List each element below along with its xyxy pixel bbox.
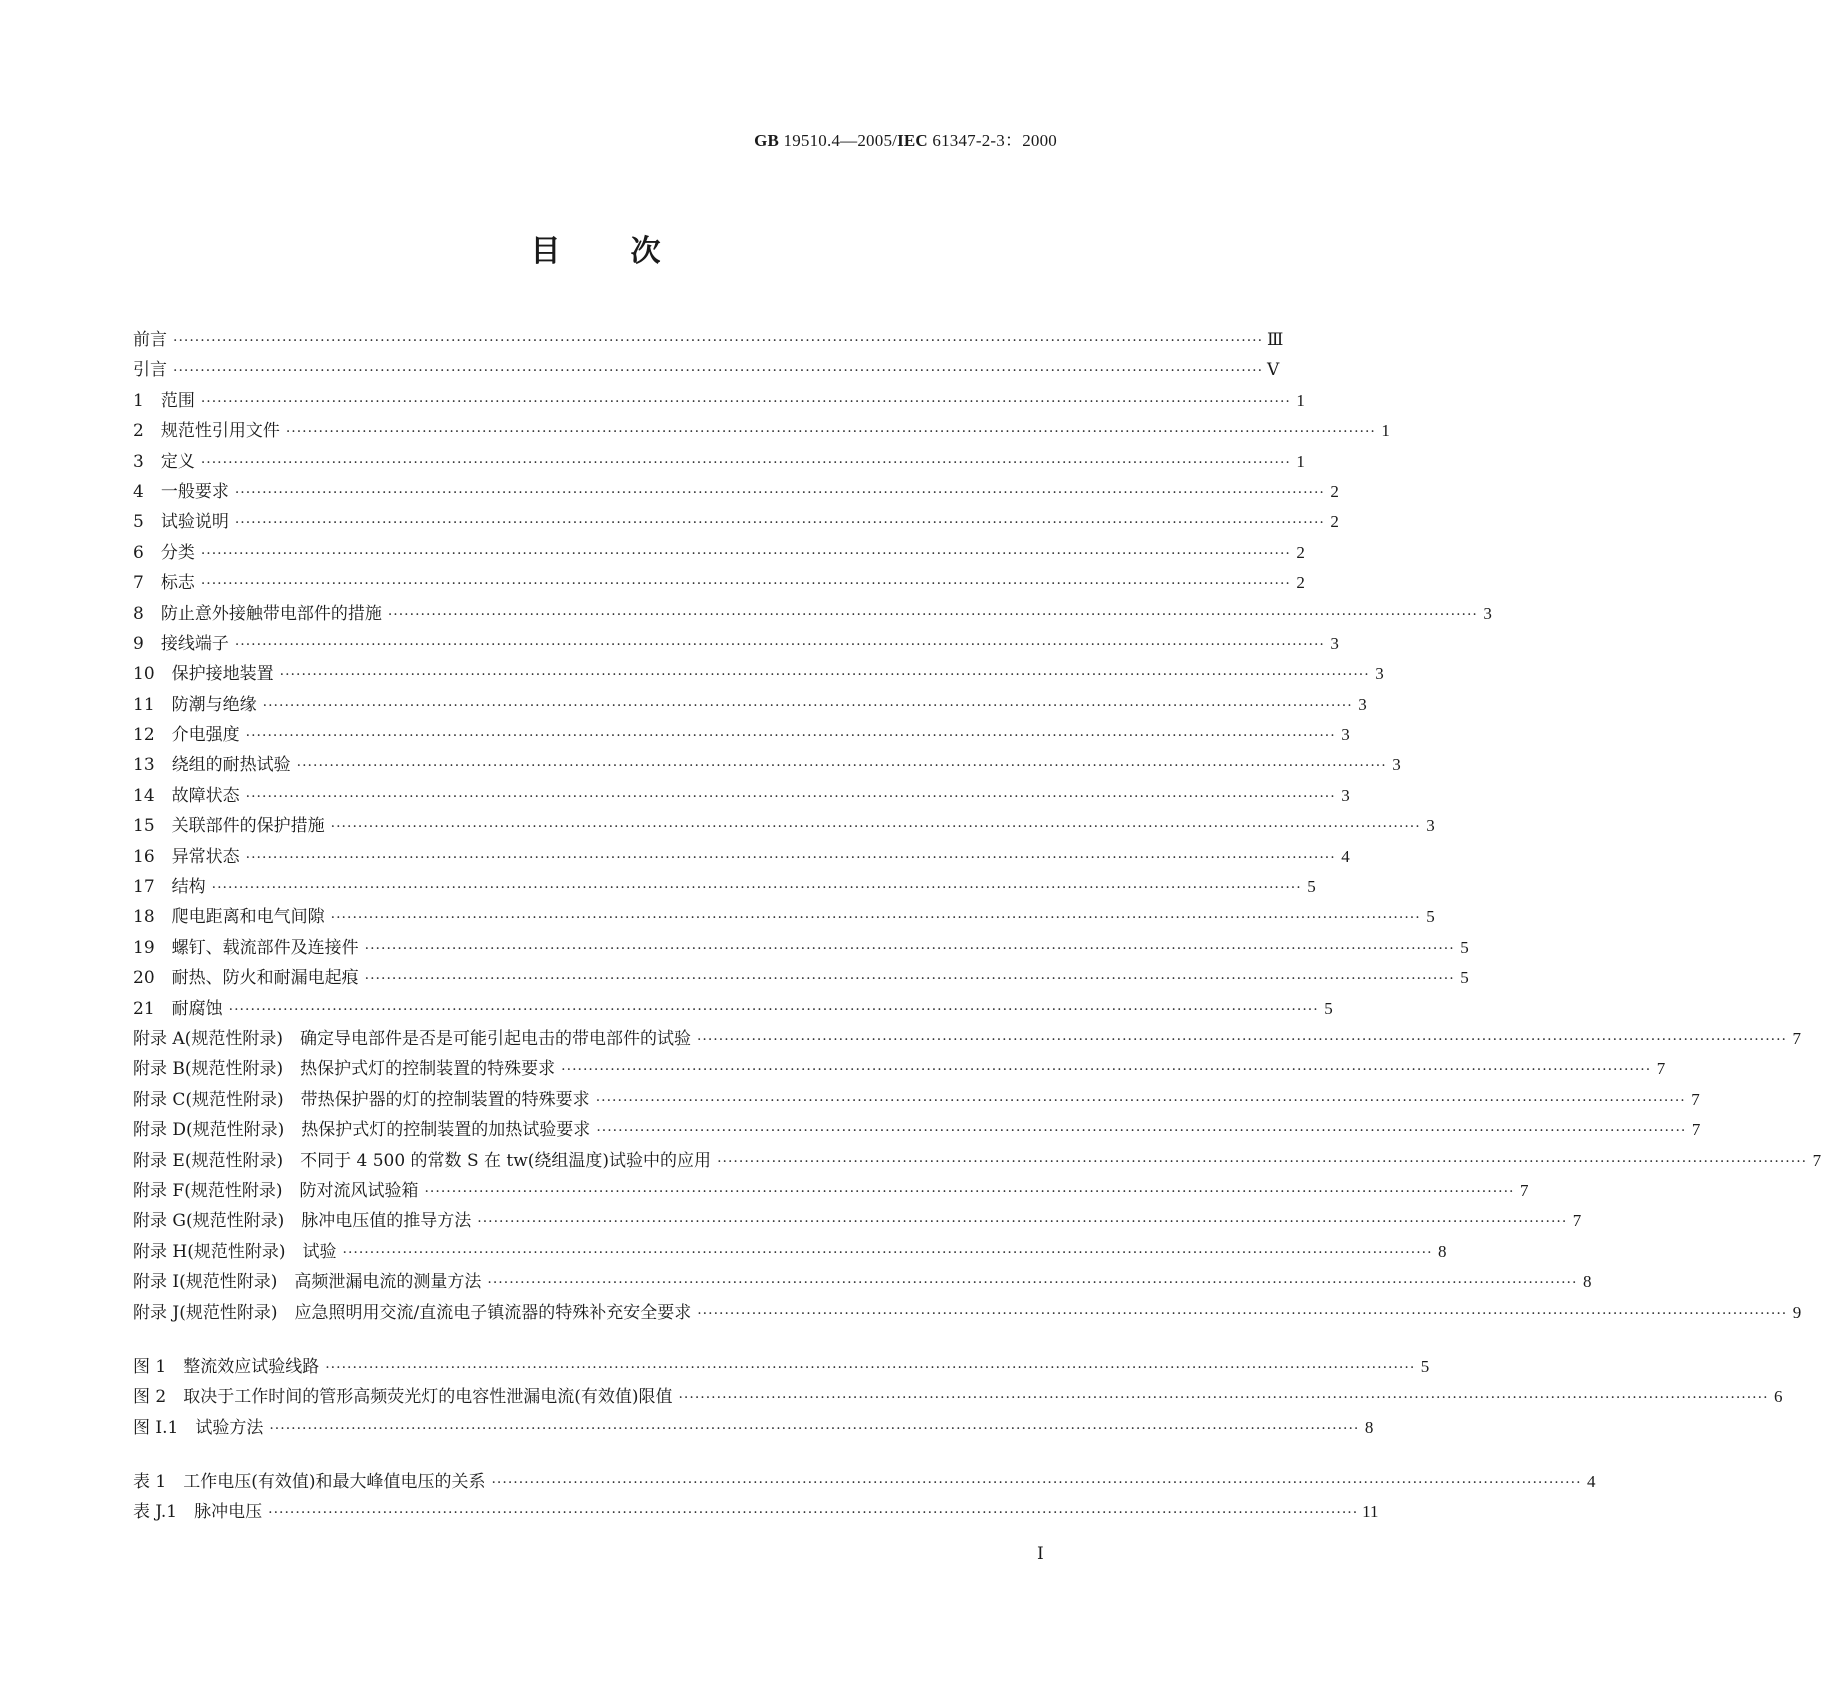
toc-entry[interactable] [133,1467,1596,1497]
toc-entry[interactable] [133,538,1305,568]
toc-entry-page: 5 [1307,877,1316,897]
toc-entry-label: 引言 [133,360,167,381]
toc-entry-label: 图 I.1 试验方法 [133,1417,264,1438]
toc-entry-label: 7 标志 [133,573,195,594]
toc-entry[interactable] [133,872,1316,902]
toc-entry-label: 8 防止意外接触带电部件的措施 [133,603,382,624]
toc-entry-label: 附录 J(规范性附录) 应急照明用交流/直流电子镇流器的特殊补充安全要求 [133,1302,692,1323]
toc-entry-label: 附录 C(规范性附录) 带热保护器的灯的控制装置的特殊要求 [133,1089,590,1110]
iec-number: 61347-2-3：2000 [927,131,1057,150]
toc-entry[interactable] [133,1054,1666,1084]
toc-entry-label: 6 分类 [133,542,195,563]
dot-leader: ········································································································································································································ [200,454,1291,471]
dot-leader: ········································································································································································································ [279,667,1370,684]
toc-entry[interactable] [133,629,1339,659]
toc-entry-page: 7 [1572,1211,1582,1231]
toc-entry-label: 15 关联部件的保护措施 [133,816,325,837]
dot-leader: ········································································································································································································ [325,1359,1416,1376]
toc-entry-label: 17 结构 [133,877,206,898]
toc-entry-page: 2 [1330,481,1339,501]
dot-leader: ········································································································································································································ [173,333,1264,349]
dot-leader: ········································································································································································································ [200,545,1291,562]
dot-leader: ········································································································································································································ [717,1153,1808,1170]
toc-entry[interactable] [133,477,1339,507]
dot-leader: ········································································································································································································ [200,576,1291,593]
toc-sections [133,325,1821,1328]
toc-entry-label: 附录 E(规范性附录) 不同于 4 500 的常数 S 在 tw(绕组温度)试验中的应用 [133,1150,712,1171]
dot-leader: ········································································································································································································ [596,1123,1687,1140]
toc-entry[interactable] [133,447,1305,477]
toc-entry[interactable] [133,963,1469,993]
toc-entry-page: 7 [1792,1028,1801,1048]
toc-entry[interactable] [133,1237,1447,1267]
toc-entry-page: 3 [1330,633,1339,653]
toc-entry-label: 附录 H(规范性附录) 试验 [133,1241,337,1262]
page-number: Ⅰ [1037,1544,1044,1563]
iec-prefix: IEC [897,131,928,150]
dot-leader: ········································································································································································································ [234,484,1325,501]
toc-entry[interactable] [133,1352,1430,1382]
toc-entry-page: 3 [1341,725,1350,745]
toc-entry-label: 5 试验说明 [133,512,229,533]
toc-entry-page: 3 [1483,603,1492,623]
toc-entry[interactable] [133,386,1305,416]
dot-leader: ········································································································································································································ [262,697,1353,714]
toc-entry-label: 20 耐热、防火和耐漏电起痕 [133,968,359,989]
toc-entry[interactable] [133,1176,1529,1206]
toc-entry[interactable] [133,599,1492,629]
toc-tables [133,1467,1596,1528]
toc-entry-page: 3 [1358,694,1367,714]
toc-entry-page: Ⅲ [1267,330,1284,349]
dot-leader: ········································································································································································································ [173,363,1264,380]
dot-leader: ········································································································································································································ [696,1031,1787,1048]
toc-entry[interactable] [133,355,1280,385]
toc-entry-label: 表 1 工作电压(有效值)和最大峰值电压的关系 [133,1472,486,1493]
toc-entry-page: 5 [1460,968,1469,988]
toc-entry-page: 9 [1792,1302,1802,1322]
toc-entry-label: 13 绕组的耐热试验 [133,755,291,776]
toc-entry[interactable] [133,781,1350,811]
toc-entry-page: Ⅴ [1267,360,1280,380]
toc-entry-label: 18 爬电距离和电气间隙 [133,907,325,928]
toc-entry-page: 5 [1420,1356,1430,1376]
toc-entry[interactable] [133,1267,1592,1297]
dot-leader: ········································································································································································································ [234,636,1325,653]
dot-leader: ········································································································································································································ [491,1475,1582,1492]
dot-leader: ········································································································································································································ [296,758,1387,775]
toc-entry-page: 7 [1691,1120,1701,1140]
toc-entry-page: 1 [1381,421,1390,441]
toc-entry-page: 5 [1426,907,1435,927]
dot-leader: ········································································································································································································ [245,788,1336,805]
toc-entry-page: 3 [1341,785,1350,805]
toc-entry[interactable] [133,750,1401,780]
toc-entry-page: 2 [1296,542,1305,562]
toc-entry[interactable] [133,690,1367,720]
toc-entry-label: 12 介电强度 [133,725,240,746]
dot-leader: ········································································································································································································ [234,515,1325,532]
toc-entry-page: 8 [1582,1272,1592,1292]
toc-entry-label: 附录 G(规范性附录) 脉冲电压值的推导方法 [133,1211,472,1232]
dot-leader: ········································································································································································································ [364,971,1455,988]
toc-entry-label: 图 2 取决于工作时间的管形高频荧光灯的电容性泄漏电流(有效值)限值 [133,1387,673,1408]
toc-entry[interactable] [133,325,1284,355]
toc-entry-label: 9 接线端子 [133,633,229,654]
toc-entry[interactable] [133,1497,1379,1527]
dot-leader: ········································································································································································································ [269,1420,1360,1437]
dot-leader: ········································································································································································································ [595,1092,1686,1109]
toc-entry[interactable] [133,1115,1701,1145]
toc-entry-label: 10 保护接地装置 [133,664,274,685]
dot-leader: ········································································································································································································ [342,1244,1433,1261]
toc-entry-label: 图 1 整流效应试验线路 [133,1356,320,1377]
dot-leader: ········································································································································································································ [678,1390,1769,1407]
toc-entry-page: 7 [1812,1150,1821,1170]
toc-figures [133,1352,1783,1443]
dot-leader: ········································································································································································································ [200,393,1291,410]
toc-entry-page: 5 [1460,937,1469,957]
toc-entry-page: 3 [1375,664,1384,684]
title-char-2: 次 [630,234,661,269]
dot-leader: ········································································································································································································ [330,910,1421,927]
dot-leader: ········································································································································································································ [697,1305,1788,1322]
dot-leader: ········································································································································································································ [477,1214,1568,1231]
toc-entry[interactable] [133,933,1469,963]
toc-entry-page: 4 [1587,1472,1596,1492]
toc-entry[interactable] [133,659,1384,689]
gb-prefix: GB [754,131,780,150]
toc-entry-page: 3 [1392,755,1401,775]
toc-entry-page: 2 [1296,573,1305,593]
toc-entry-label: 3 定义 [133,451,195,472]
toc-entry-page: 8 [1438,1241,1447,1261]
toc-entry-page: 1 [1296,451,1305,471]
dot-leader: ········································································································································································································ [228,1001,1319,1018]
dot-leader: ········································································································································································································ [285,424,1376,441]
toc-entry-label: 14 故障状态 [133,785,240,806]
toc-entry-label: 附录 D(规范性附录) 热保护式灯的控制装置的加热试验要求 [133,1120,591,1141]
toc-entry-label: 16 异常状态 [133,846,240,867]
toc-entry[interactable] [133,1024,1801,1054]
std-number: 19510.4—2005/ [779,131,898,150]
toc-entry-page: 7 [1520,1180,1529,1200]
dot-leader: ········································································································································································································ [245,728,1336,745]
dot-leader: ········································································································································································································ [330,819,1421,836]
dot-leader: ········································································································································································································ [561,1062,1652,1079]
title-char-1: 目 [530,234,561,269]
toc-entry[interactable] [133,1146,1821,1176]
toc-entry-page: 7 [1691,1089,1700,1109]
toc-entry-label: 附录 A(规范性附录) 确定导电部件是否是可能引起电击的带电部件的试验 [133,1028,691,1049]
toc-entry[interactable] [133,811,1435,841]
toc-entry[interactable] [133,1298,1802,1328]
toc-entry[interactable] [133,1382,1783,1412]
toc-entry-page: 1 [1296,390,1305,410]
toc-entry[interactable] [133,994,1333,1024]
dot-leader: ········································································································································································································ [364,940,1455,957]
toc-entry-label: 附录 B(规范性附录) 热保护式灯的控制装置的特殊要求 [133,1059,556,1080]
toc-entry-label: 11 防潮与绝缘 [133,694,257,715]
toc-entry-page: 11 [1362,1502,1379,1522]
dot-leader: ········································································································································································································ [268,1505,1359,1522]
toc-entry-label: 19 螺钉、载流部件及连接件 [133,937,359,958]
toc-entry[interactable] [133,1206,1582,1236]
toc-entry-label: 1 范围 [133,390,195,411]
toc-entry-label: 附录 I(规范性附录) 高频泄漏电流的测量方法 [133,1272,482,1293]
toc-entry[interactable] [133,507,1339,537]
toc-entry-page: 6 [1774,1387,1783,1407]
toc-entry[interactable] [133,1085,1700,1115]
toc-entry[interactable] [133,416,1390,446]
dot-leader: ········································································································································································································ [245,849,1336,866]
toc-entry-label: 4 一般要求 [133,481,229,502]
toc-entry[interactable] [133,720,1350,750]
table-of-contents [133,325,1821,1528]
toc-entry[interactable] [133,568,1305,598]
toc-entry-page: 2 [1330,512,1339,532]
standard-header [754,126,1057,151]
toc-entry-page: 3 [1426,816,1435,836]
toc-entry-page: 5 [1324,998,1333,1018]
toc-entry[interactable] [133,902,1435,932]
toc-entry-label: 前言 [133,330,167,350]
toc-entry-label: 表 J.1 脉冲电压 [133,1502,263,1523]
toc-entry-page: 4 [1341,846,1350,866]
dot-leader: ········································································································································································································ [211,880,1302,897]
dot-leader: ········································································································································································································ [387,606,1478,623]
toc-entry-label: 21 耐腐蚀 [133,998,223,1019]
toc-entry-label: 附录 F(规范性附录) 防对流风试验箱 [133,1180,419,1201]
toc-entry[interactable] [133,842,1350,872]
toc-entry-page: 7 [1656,1059,1666,1079]
toc-entry[interactable] [133,1413,1374,1443]
page-title [0,226,1191,270]
toc-entry-page: 8 [1364,1417,1374,1437]
dot-leader: ········································································································································································································ [424,1183,1515,1200]
toc-entry-label: 2 规范性引用文件 [133,421,280,442]
dot-leader: ········································································································································································································ [487,1275,1578,1292]
